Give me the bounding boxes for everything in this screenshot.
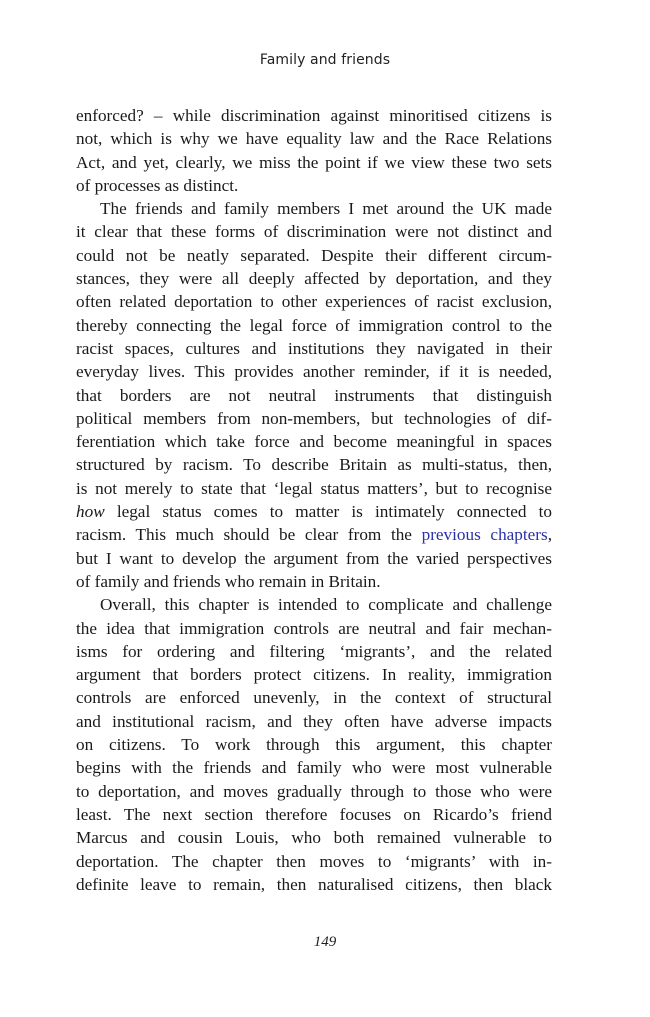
text-line xyxy=(76,500,552,523)
text-line: of family and friends who remain in Britain. xyxy=(76,571,381,591)
text-line: thereby connecting the legal force of immigration control to the xyxy=(76,315,552,335)
text-fragment: legal status comes to matter is intimately connected to xyxy=(104,502,552,522)
text-line: and institutional racism, and they often have adverse impacts xyxy=(76,711,552,731)
text-line: is not merely to state that ‘legal status matters’, but to recognise xyxy=(76,478,552,498)
paragraph-2 xyxy=(76,197,552,593)
text-line: The friends and family members I met around the UK made xyxy=(100,199,552,219)
text-line: political members from non-members, but technologies of dif- xyxy=(76,408,552,428)
text-line: the idea that immigration controls are neutral and fair mechan- xyxy=(76,618,552,638)
text-line: on citizens. To work through this argument, this chapter xyxy=(76,735,552,755)
text-line: structured by racism. To describe Britain as multi-status, then, xyxy=(76,455,552,475)
text-line: to deportation, and moves gradually through to those who were xyxy=(76,781,552,801)
text-line: deportation. The chapter then moves to ‘migrants’ with in- xyxy=(76,851,552,871)
text-line: begins with the friends and family who were most vulnerable xyxy=(76,758,552,778)
text-line: Overall, this chapter is intended to complicate and challenge xyxy=(100,595,552,615)
text-line: could not be neatly separated. Despite their different circum- xyxy=(76,245,552,265)
text-line: everyday lives. This provides another reminder, if it is needed, xyxy=(76,362,552,382)
text-fragment: , xyxy=(547,525,552,545)
text-fragment: racism. This much should be clear from the xyxy=(76,525,422,545)
text-line: definite leave to remain, then naturalised citizens, then black xyxy=(76,874,552,894)
text-line: controls are enforced unevenly, in the context of structural xyxy=(76,688,552,708)
body-text xyxy=(76,104,552,896)
text-line: of processes as distinct. xyxy=(76,175,239,195)
text-line: Marcus and cousin Louis, who both remained vulnerable to xyxy=(76,828,552,848)
running-head: Family and friends xyxy=(259,52,391,68)
text-line: argument that borders protect citizens. In reality, immigration xyxy=(76,665,552,685)
text-line: racist spaces, cultures and institutions they navigated in their xyxy=(76,338,552,358)
text-line: it clear that these forms of discrimination were not distinct and xyxy=(76,222,552,242)
text-line: enforced? – while discrimination against minoritised citizens is xyxy=(76,106,552,125)
emphasis-how: how xyxy=(76,502,105,522)
paragraph-3 xyxy=(76,593,552,896)
text-line: isms for ordering and filtering ‘migrants’, and the related xyxy=(76,641,552,661)
text-line: but I want to develop the argument from the varied perspectives xyxy=(76,548,552,568)
text-line: Act, and yet, clearly, we miss the point if we view these two sets xyxy=(76,152,552,172)
text-line: that borders are not neutral instruments that distinguish xyxy=(76,385,552,405)
paragraph-1 xyxy=(76,104,552,197)
page-number: 149 xyxy=(313,934,337,950)
text-line: ferentiation which take force and become meaningful in spaces xyxy=(76,432,552,452)
text-line: often related deportation to other experiences of racist exclusion, xyxy=(76,292,552,312)
text-line xyxy=(76,523,552,546)
text-line: least. The next section therefore focuses on Ricardo’s friend xyxy=(76,804,552,824)
text-line: not, which is why we have equality law and the Race Relations xyxy=(76,129,552,149)
text-line: stances, they were all deeply affected by deportation, and they xyxy=(76,269,552,289)
previous-chapters-link[interactable]: previous chapters xyxy=(421,525,548,545)
